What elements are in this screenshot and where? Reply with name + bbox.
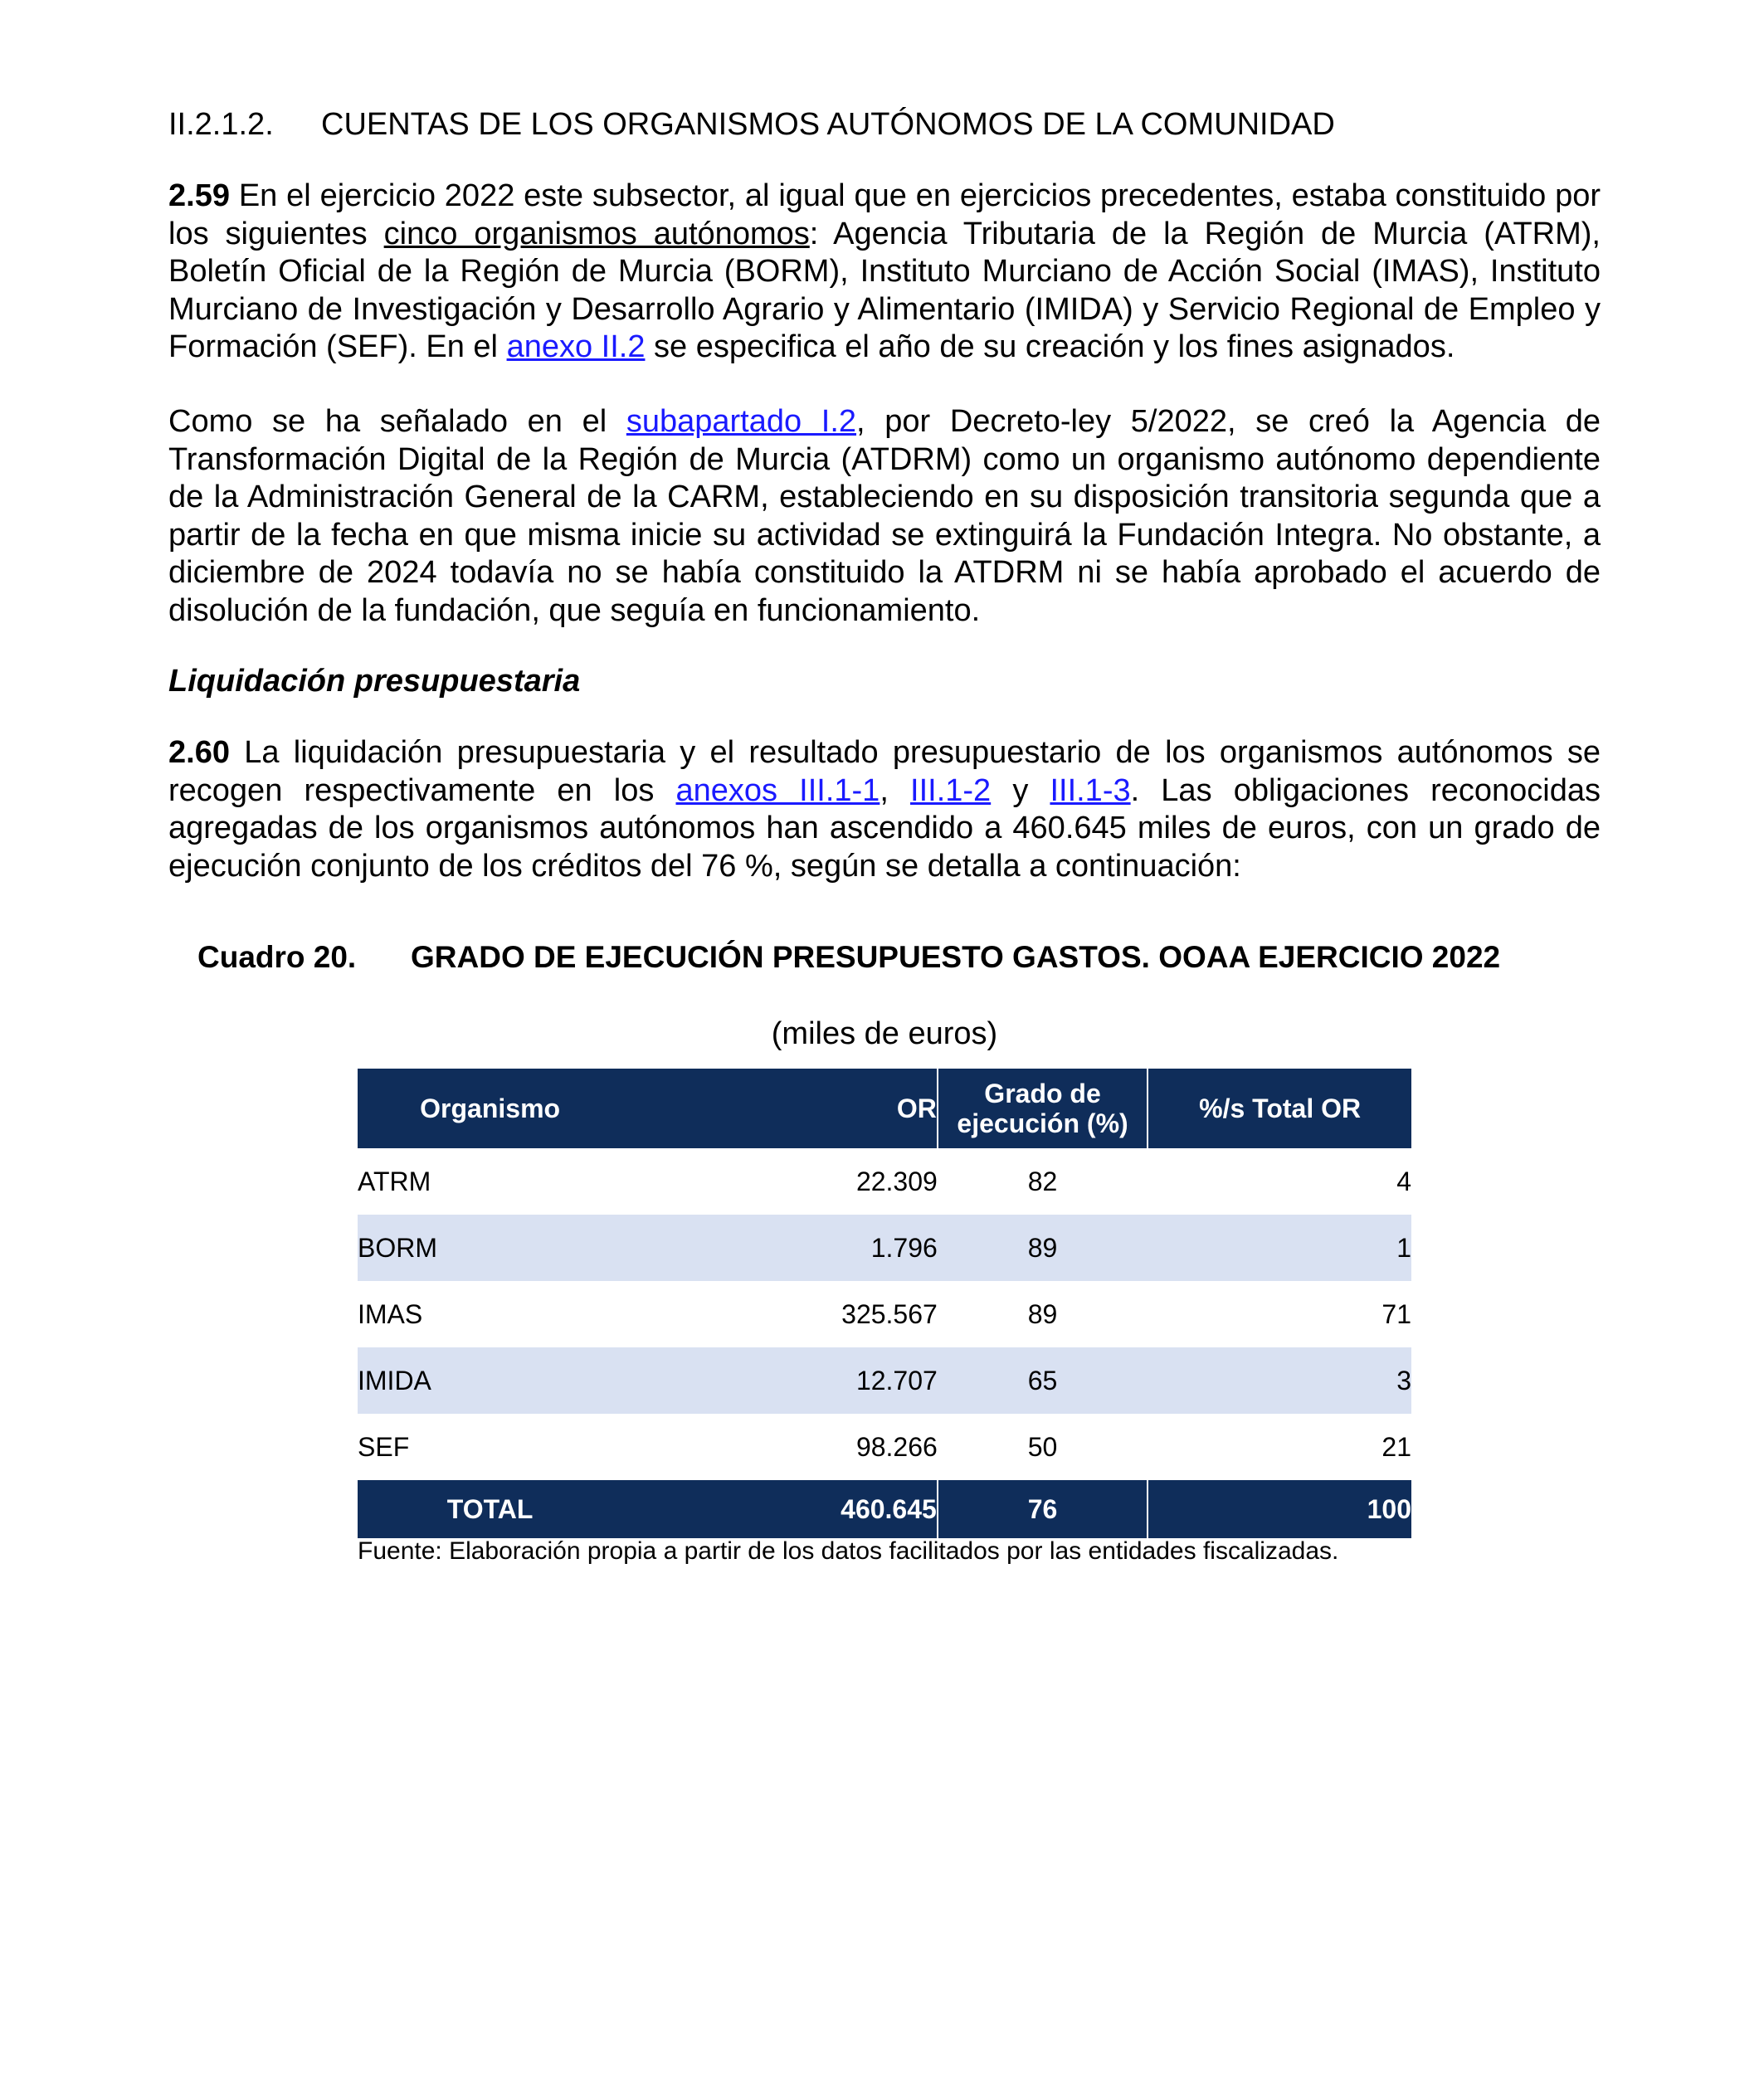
header-organismo: Organismo	[358, 1069, 622, 1148]
cell-or: 12.707	[622, 1347, 938, 1414]
total-grado: 76	[938, 1480, 1148, 1538]
paragraph-text: y	[991, 772, 1050, 808]
execution-table	[358, 1069, 1411, 1538]
paragraph-2-60	[168, 734, 1601, 885]
cell-organismo: IMIDA	[358, 1347, 622, 1414]
cell-grado: 82	[1027, 1166, 1058, 1196]
paragraph-text: Como se ha señalado en el	[168, 404, 626, 439]
table-row	[358, 1148, 1411, 1215]
total-pct: 100	[1148, 1480, 1411, 1538]
paragraph-2-59	[168, 178, 1601, 367]
cell-or: 325.567	[841, 1298, 938, 1329]
anexo-III-1-1-link[interactable]: anexos III.1-1	[675, 772, 880, 808]
cell-pct: 71	[1381, 1298, 1411, 1329]
anexo-III-1-2-link[interactable]: III.1-2	[910, 772, 992, 808]
underlined-text: cinco organismos autónomos	[383, 216, 810, 251]
cell-pct: 21	[1381, 1431, 1411, 1462]
cell-or: 98.266	[855, 1431, 938, 1462]
header-pct: %/s Total OR	[1148, 1069, 1411, 1148]
header-grado-line2: ejecución (%)	[957, 1108, 1128, 1138]
cell-organismo: BORM	[358, 1215, 622, 1281]
table-row	[358, 1414, 1411, 1480]
cell-organismo: IMAS	[358, 1298, 423, 1329]
table-row	[358, 1347, 1411, 1414]
cell-or: 1.796	[622, 1215, 938, 1281]
total-label: TOTAL	[358, 1480, 622, 1538]
paragraph-number: 2.60	[168, 735, 230, 770]
paragraph-text: ,	[880, 772, 911, 808]
header-or: OR	[622, 1069, 938, 1148]
cell-pct: 1	[1148, 1215, 1411, 1281]
subheading: Liquidación presupuestaria	[168, 664, 581, 699]
cell-organismo: ATRM	[358, 1166, 431, 1196]
paragraph-text: La liquidación presupuestaria y el resultado presupuestario de los organismos autónomos se recogen respectivamente en los	[168, 735, 1601, 808]
cell-pct: 3	[1148, 1347, 1411, 1414]
table-row	[358, 1215, 1411, 1281]
cell-or: 22.309	[855, 1166, 938, 1196]
cell-pct: 4	[1396, 1166, 1411, 1196]
cell-grado: 89	[938, 1215, 1148, 1281]
section-heading	[168, 105, 1335, 144]
table-units: (miles de euros)	[771, 1016, 998, 1051]
cell-grado: 65	[938, 1347, 1148, 1414]
anexo-III-1-3-link[interactable]: III.1-3	[1050, 772, 1131, 808]
caption-number: Cuadro 20.	[197, 940, 357, 974]
paragraph-text: : Agencia Tributaria de la Región de Murcia (ATRM), Boletín Oficial de la Región de Murcia (BORM), Instituto Murciano de Acción Social (IMAS), Instituto Murciano de Investigación y Desarrollo Agrario y Alimentario (IMIDA) y Servicio Regional de Empleo y Formación (SEF). En el	[168, 216, 1601, 364]
header-grado	[938, 1069, 1148, 1148]
paragraph-text: . Las obligaciones reconocidas agregadas de los organismos autónomos han ascendido a 460.645 miles de euros, con un grado de ejecución conjunto de los créditos del 76 %, según se detalla a continuación:	[168, 772, 1601, 884]
section-number: II.2.1.2.	[168, 107, 274, 142]
paragraph-atdrm	[168, 403, 1601, 630]
anexo-link[interactable]: anexo II.2	[506, 329, 646, 364]
table-header-row	[358, 1069, 1411, 1148]
table-total-row	[358, 1480, 1411, 1538]
paragraph-text: , por Decreto-ley 5/2022, se creó la Agencia de Transformación Digital de la Región de Murcia (ATDRM) como un organismo autónomo dependiente de la Administración General de la CARM, estableciendo en su disposición transitoria segunda que a partir de la fecha en que misma inicie su actividad se extinguirá la Fundación Integra. No obstante, a diciembre de 2024 todavía no se había constituido la ATDRM ni se había aprobado el acuerdo de disolución de la fundación, que seguía en funcionamiento.	[168, 404, 1601, 628]
subapartado-link[interactable]: subapartado I.2	[626, 404, 857, 439]
table-source: Fuente: Elaboración propia a partir de los datos facilitados por las entidades fiscalizadas.	[358, 1537, 1339, 1565]
cell-organismo: SEF	[358, 1431, 410, 1462]
cell-grado: 89	[1027, 1298, 1058, 1329]
table-row	[358, 1281, 1411, 1347]
paragraph-text: se especifica el año de su creación y los fines asignados.	[645, 329, 1455, 364]
header-grado-line1: Grado de	[984, 1079, 1101, 1108]
paragraph-number: 2.59	[168, 178, 230, 213]
cell-grado: 50	[1027, 1431, 1058, 1462]
table-caption	[197, 938, 1500, 977]
paragraph-text: En el ejercicio 2022 este subsector, al igual que en ejercicios precedentes, estaba constituido por los siguientes	[168, 178, 1601, 251]
section-title: CUENTAS DE LOS ORGANISMOS AUTÓNOMOS DE LA COMUNIDAD	[321, 107, 1335, 142]
total-or: 460.645	[622, 1480, 938, 1538]
caption-title: GRADO DE EJECUCIÓN PRESUPUESTO GASTOS. OOAA EJERCICIO 2022	[411, 940, 1501, 974]
